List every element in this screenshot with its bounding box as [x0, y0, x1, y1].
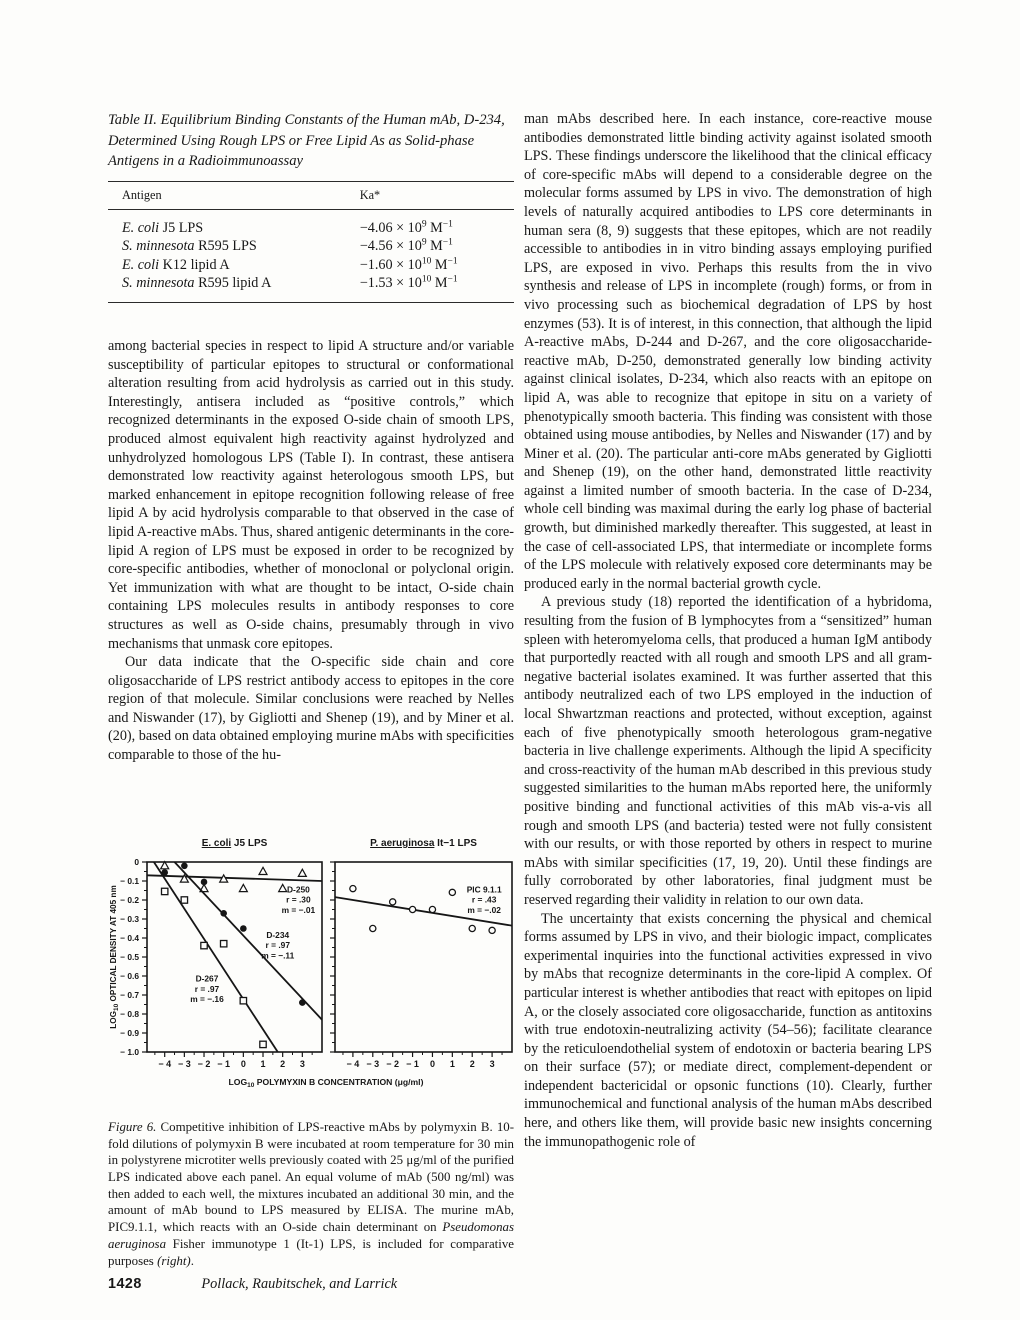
- y-tick-label: − 0.2: [120, 895, 139, 905]
- right-column: [524, 110, 932, 1151]
- table-row: [108, 274, 514, 303]
- data-point-filled-circle: [181, 863, 188, 870]
- table-2: [108, 110, 514, 303]
- caption-figure-label: Figure 6.: [108, 1119, 157, 1134]
- y-tick-label: − 1.0: [120, 1047, 139, 1057]
- data-point-open-circle: [469, 925, 475, 931]
- antigen-species: E. coli: [122, 256, 160, 273]
- x-tick-label: 1: [449, 1059, 455, 1069]
- table-title: Table II. Equilibrium Binding Constants of the Human mAb, D-234, Determined Using Rough LPS or Free Lipid As as Solid-phase Antigens in a Radioimmunoassay: [108, 112, 505, 170]
- body-paragraph: Our data indicate that the O-specific side chain and core oligosaccharide of LPS restrict antibody access to epitopes in the core region of that molecule. Similar conclusions were reached by Nelles and Niswander (17), by Gigliotti and Shenep (19), and by Miner et al. (20), based on data obtained employing murine mAbs with specificities comparable to those of the hu-: [108, 654, 514, 764]
- data-point-open-triangle: [279, 884, 287, 891]
- antigen-species: S. minnesota: [122, 238, 195, 255]
- data-point-open-circle: [449, 889, 455, 895]
- series-annotation: D-234: [266, 930, 290, 940]
- data-point-open-square: [260, 1041, 266, 1047]
- antigen-rest: K12 lipid A: [159, 256, 230, 273]
- antigen-rest: J5 LPS: [159, 219, 204, 236]
- figure-6: [108, 833, 520, 1095]
- ka-value: $-1.53 \times 10^{10}$ $M^{-1}$: [359, 274, 458, 291]
- x-tick-label: 2: [469, 1059, 475, 1069]
- y-tick-label: − 0.7: [120, 990, 139, 1000]
- x-tick-label: − 1: [406, 1059, 419, 1069]
- y-tick-label: − 0.9: [120, 1028, 139, 1038]
- figure-6-chart: [108, 833, 520, 1095]
- y-tick-label: − 0.8: [120, 1009, 139, 1019]
- data-point-open-circle: [489, 927, 495, 933]
- series-annotation: r = .97: [265, 940, 290, 951]
- panel-right: [330, 838, 512, 1069]
- caption-right-note: (right): [157, 1253, 191, 1268]
- data-point-open-square: [201, 942, 207, 948]
- x-tick-label: − 3: [366, 1059, 380, 1069]
- body-paragraph: among bacterial species in respect to lipid A structure and/or variable susceptibility of particular epitopes to structural or conformational alteration resulting from acid hydrolysis as carried out in this study. Interestingly, antisera included as “positive controls,” which recognized determinants in the exposed O-side chain of smooth LPS, produced almost equivalent high reactivity against hydrolyzed and unhydrolyzed homologous LPS (Table I). In contrast, these antisera demonstrated low reactivity against heterologous smooth LPS, but marked enhancement in epitope recognition following release of free lipid A by acid hydrolysis comparable to that observed in the case of lipid A-reactive mAbs. Thus, shared antigenic determinants in the core-lipid A region of LPS must be exposed in order to be recognized by core-specific antibodies, whether of monoclonal or polyclonal origin. Yet immunization with what are thought to be intact, O-side chain containing LPS molecules results in antibody responses to core structures as well as O-side chains, presumably through in vivo mechanisms that unmask core epitopes.: [108, 338, 514, 652]
- ka-value: $-4.06 \times 10^9$ $M^{-1}$: [359, 219, 453, 236]
- y-tick-label: − 0.6: [120, 971, 139, 981]
- body-paragraph: The uncertainty that exists concerning the physical and chemical forms assumed by LPS in vivo, and their biologic impact, complicates experimental inquiries into the functional activities expressed in vivo by mAbs that recognize determinants in the core-lipid A complex. Of particular interest is whether antibodies that react with epitopes on lipid A, or the closely associated core oligosaccharide, function as antitoxins with true endotoxin-neutralizing activity (54–56); facilitate clearance by the reticuloendothelial system of endotoxin or bacteria bearing LPS on their surface (57); or mediate direct, complement-dependent or independent bactericidal or opsonic functions (10). Clearly, further immunochemical and functional analysis of the human mAbs described here, and others like them, will provide basic new insights concerning the immunopathogenic role of: [524, 910, 932, 1150]
- x-tick-label: − 4: [346, 1059, 360, 1069]
- y-tick-label: − 0.3: [120, 914, 139, 924]
- y-tick-label: − 0.4: [120, 933, 139, 943]
- x-tick-label: 1: [260, 1059, 266, 1069]
- column-header-ka: Ka*: [360, 181, 514, 209]
- data-point-open-square: [161, 888, 167, 894]
- data-point-open-circle: [370, 925, 376, 931]
- ka-value: $-1.60 \times 10^{10}$ $M^{-1}$: [359, 255, 458, 273]
- caption-text: Competitive inhibition of LPS-reactive mAbs by polymyxin B. 10-fold dilutions of polymyxin B were incubated at room temperature for 30 min in polystyrene microtiter wells previously coated with 25 μg/ml of the purified LPS indicated above each panel. An equal volume of mAb (500 ng/ml) was then added to each well, the mixtures incubated an additional 30 min, and the amount of mAb bound to LPS measured by ELISA. The murine mAb, PIC9.1.1, which reacts with an O-side chain determinant on: [108, 1119, 514, 1235]
- table-header-row: [108, 181, 514, 209]
- antigen-rest: R595 lipid A: [194, 275, 272, 291]
- left-column: [108, 337, 514, 765]
- x-tick-label: − 4: [158, 1059, 172, 1069]
- data-point-open-circle: [429, 906, 435, 912]
- data-point-filled-circle: [201, 879, 208, 886]
- antigen-species: E. coli: [122, 219, 160, 236]
- series-annotation: r = .97: [194, 983, 220, 994]
- series-annotation: D-250: [286, 884, 310, 895]
- data-point-open-circle: [350, 886, 356, 892]
- x-tick-label: − 2: [386, 1059, 400, 1069]
- panel-title: P. aeruginosa It−1 LPS: [370, 838, 477, 849]
- x-tick-label: 2: [280, 1059, 286, 1069]
- table-row: [108, 237, 514, 255]
- table-row: [108, 209, 514, 237]
- x-tick-label: − 1: [217, 1059, 231, 1069]
- data-point-open-triangle: [239, 884, 247, 891]
- series-D-267: [154, 862, 278, 1052]
- page-footer: [108, 1276, 728, 1293]
- running-authors: Pollack, Raubitschek, and Larrick: [201, 1276, 398, 1292]
- panel-left: [120, 838, 322, 1069]
- x-tick-label: 0: [429, 1059, 435, 1069]
- x-tick-label: 0: [240, 1059, 246, 1069]
- caption-species: Pseudomonas aeruginosa: [108, 1220, 514, 1251]
- column-header-antigen: Antigen: [108, 181, 360, 209]
- regression-line: [154, 862, 278, 1052]
- y-axis-title: $LOG_{10}$ OPTICAL DENSITY AT 405 nm: [109, 885, 121, 1029]
- antigen-species: S. minnesota: [122, 275, 195, 291]
- x-tick-label: − 2: [197, 1059, 211, 1069]
- series-annotation: r = .43: [471, 894, 497, 905]
- data-point-filled-circle: [220, 910, 227, 917]
- data-point-open-square: [240, 998, 246, 1004]
- y-tick-label: 0: [134, 857, 139, 867]
- table-row: [108, 256, 514, 274]
- x-axis-title: $LOG_{10}$ POLYMYXIN B CONCENTRATION (μg/ml): [228, 1077, 424, 1090]
- series-annotation: m = −.11: [261, 950, 295, 961]
- series-annotation: D-267: [195, 973, 219, 984]
- y-tick-label: − 0.1: [120, 876, 139, 886]
- body-paragraph: man mAbs described here. In each instance, core-reactive mouse antibodies demonstrated little binding activity against isolated smooth LPS. These findings underscore the likelihood that the clinical efficacy of core-specific mAbs will depend to a considerable degree on the molecular forms assumed by LPS in vivo. The demonstration of high levels of naturally acquired antibodies to LPS core determinants in human sera (8, 9) suggests that these epitopes, which are not readily accessible to antibodies in in vitro binding assays employing purified LPS, are exposed in vivo. Perhaps this results from the in vivo synthesis and release of LPS in incomplete (rough) forms, or from in vivo processing such as biochemical degradation of LPS by host enzymes (53). It is of interest, in this connection, that although the lipid A-reactive mAbs, D-244 and D-267, and the core oligosaccharide-reactive mAb, D-250, demonstrated generally low binding activity against clinical isolates, D-234, which also reacts with an epitope on lipid A, was able to recognize that epitope in situ on a variety of phenotypically smooth bacteria. This finding was consistent with those obtained using mouse antibodies, by Nelles and Niswander (17) and by Miner et al. (20). The particular anti-core mAbs generated by Gigliotti and Shenep (19), on the other hand, demonstrated little reactivity against a limited number of smooth bacteria. In the case of D-234, whole cell binding was maximal during the early log phase of bacterial growth, but diminished markedly thereafter. This suggested, at least in the case of cell-associated LPS, that intermediate or incomplete forms of the LPS molecule with relatively exposed core determinants may be produced early in the normal bacterial growth cycle.: [524, 111, 932, 592]
- data-point-filled-circle: [299, 999, 306, 1006]
- data-point-open-circle: [390, 899, 396, 905]
- x-tick-label: − 3: [177, 1059, 191, 1069]
- data-point-open-circle: [409, 906, 415, 912]
- figure-caption: [108, 1119, 514, 1269]
- caption-text: .: [190, 1253, 194, 1268]
- data-point-open-square: [220, 941, 226, 947]
- x-tick-label: 3: [489, 1059, 495, 1069]
- series-annotation: PIC 9.1.1: [466, 884, 502, 895]
- ka-value: $-4.56 \times 10^9$ $M^{-1}$: [359, 237, 453, 255]
- antigen-rest: R595 LPS: [194, 238, 257, 255]
- caption-text: Fisher immunotype 1 (It-1) LPS, is included for comparative purposes: [108, 1236, 514, 1268]
- data-point-open-triangle: [259, 867, 267, 874]
- x-tick-label: 3: [299, 1059, 305, 1069]
- data-point-open-triangle: [298, 869, 306, 876]
- page-number: 1428: [108, 1276, 142, 1292]
- series-annotation: m = −.16: [190, 994, 224, 1005]
- body-paragraph: A previous study (18) reported the identification of a hybridoma, resulting from the fusion of B lymphocytes from a “sensitized” human spleen with heteromyeloma cells, that produced a human IgM antibody that purportedly reacted with all rough and smooth LPS and all gram-negative bacterial isolates examined. It was further asserted that this antibody neutralized each of two LPS employed in the induction of local Shwartzman reactions and protected, without exception, against each of five phenotypically smooth heterologous gram-negative bacteria in live challenge experiments. Although the lipid A specificity and cross-reactivity of the human mAb described in this previous study suggested similarities to the human mAbs reported here, the uniformly positive binding and functional activities of this mAb vis-a-vis all rough and smooth LPS (and bacteria) tested were not fully consistent with our results, or with those reported by others in respect to murine mAbs with similar specificities (17, 19, 20). Until these findings are fully corroborated by other laboratories, final judgment must be reserved regarding their validity in relation to our own data.: [524, 594, 932, 908]
- series-annotation: r = .30: [286, 894, 311, 905]
- y-tick-label: − 0.5: [120, 952, 139, 962]
- series-annotation: m = −.02: [467, 904, 501, 915]
- series-annotation: m = −.01: [281, 904, 316, 915]
- panel-title: E. coli J5 LPS: [201, 838, 268, 849]
- data-point-open-square: [181, 897, 187, 903]
- table-2-grid: [108, 181, 514, 304]
- regression-line: [147, 875, 322, 881]
- data-point-filled-circle: [240, 925, 247, 932]
